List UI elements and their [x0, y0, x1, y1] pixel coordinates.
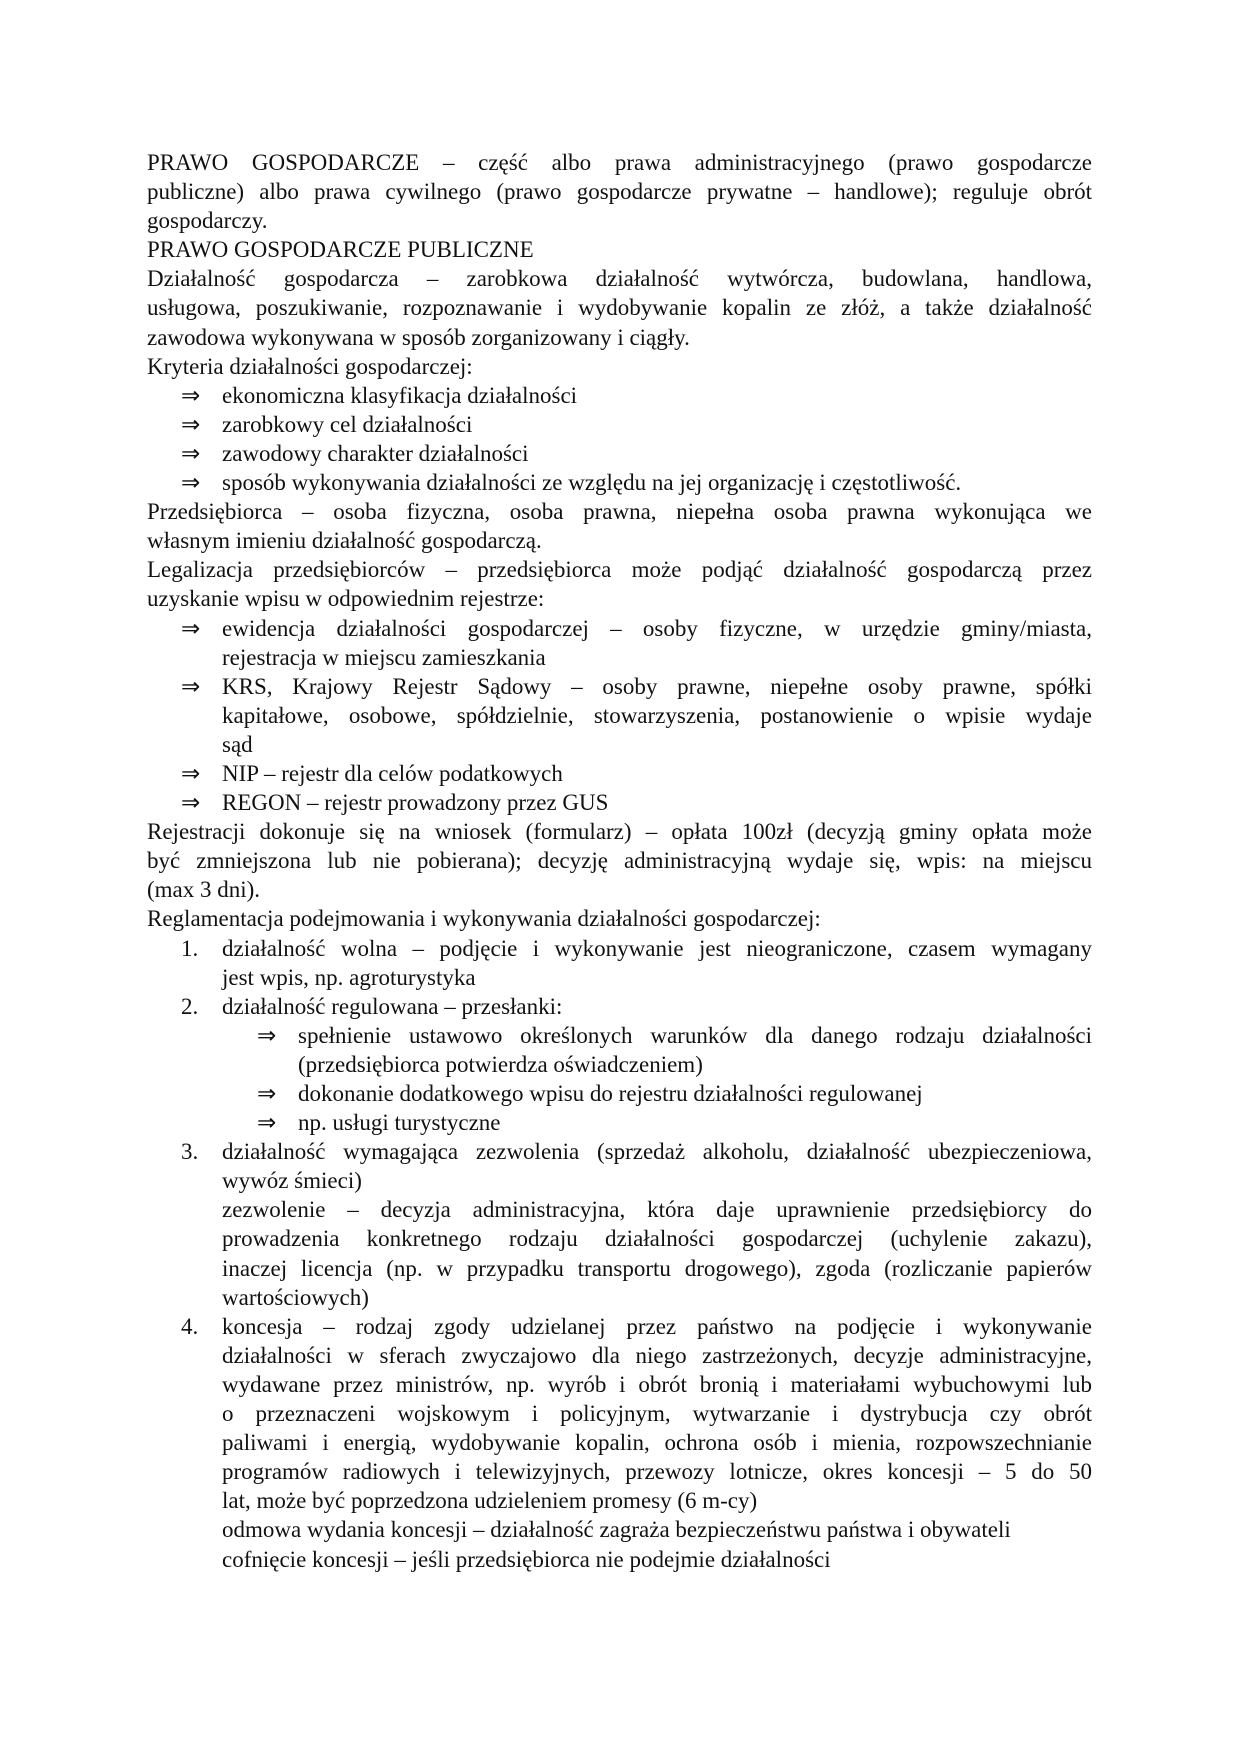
arrow-bullet-icon: ⇒ — [181, 470, 201, 496]
line-text: KRS, Krajowy Rejestr Sądowy – osoby prawne, niepełne osoby prawne, spółki — [222, 673, 1092, 699]
line-text: (przedsiębiorca potwierdza oświadczeniem) — [298, 1051, 703, 1077]
paragraph-line — [147, 875, 1092, 904]
continuation-line — [147, 963, 1092, 992]
continuation-line — [147, 1283, 1092, 1312]
line-text: uzyskanie wpisu w odpowiednim rejestrze: — [147, 586, 545, 612]
paragraph-line — [147, 526, 1092, 555]
bullet-item-line — [147, 788, 1092, 817]
line-text: (max 3 dni). — [147, 877, 261, 903]
continuation-line — [147, 701, 1092, 730]
bullet-item-line — [147, 614, 1092, 643]
line-text: np. usługi turystyczne — [298, 1110, 501, 1136]
numbered-item-line — [147, 1312, 1092, 1341]
arrow-bullet-icon: ⇒ — [181, 760, 201, 786]
bullet-item-line — [147, 1021, 1092, 1050]
list-number: 3. — [181, 1139, 199, 1165]
continuation-line — [147, 1341, 1092, 1370]
bullet-item-line — [147, 1079, 1092, 1108]
line-text: Rejestracji dokonuje się na wniosek (formularz) – opłata 100zł (decyzją gminy opłata może — [147, 819, 1092, 845]
line-text: usługowa, poszukiwanie, rozpoznawanie i wydobywanie kopalin ze złóż, a także działalność — [147, 295, 1092, 321]
line-text: działalności w sferach zwyczajowo dla niego zastrzeżonych, decyzje administracyjne, — [222, 1342, 1092, 1368]
line-text: Działalność gospodarcza – zarobkowa działalność wytwórcza, budowlana, handlowa, — [147, 266, 1092, 292]
line-text: wydawane przez ministrów, np. wyrób i obrót bronią i materiałami wybuchowymi lub — [222, 1371, 1092, 1397]
line-text: programów radiowych i telewizyjnych, przewozy lotnicze, okres koncesji – 5 do 50 — [222, 1459, 1092, 1485]
paragraph-line — [147, 148, 1092, 177]
arrow-bullet-icon: ⇒ — [257, 1022, 277, 1048]
line-text: sąd — [222, 731, 253, 757]
line-text: działalność regulowana – przesłanki: — [222, 993, 563, 1019]
continuation-line — [147, 1195, 1092, 1224]
arrow-bullet-icon: ⇒ — [181, 673, 201, 699]
line-text: własnym imieniu działalność gospodarczą. — [147, 528, 542, 554]
line-text: prowadzenia konkretnego rodzaju działalności gospodarczej (uchylenie zakazu), — [222, 1226, 1092, 1252]
line-text: PRAWO GOSPODARCZE PUBLICZNE — [147, 237, 534, 263]
paragraph-line — [147, 817, 1092, 846]
arrow-bullet-icon: ⇒ — [257, 1081, 277, 1106]
paragraph-line — [147, 206, 1092, 235]
paragraph-line — [147, 497, 1092, 526]
line-text: NIP – rejestr dla celów podatkowych — [222, 760, 563, 786]
continuation-line — [147, 1515, 1092, 1544]
list-number: 1. — [181, 935, 199, 961]
continuation-line — [147, 1399, 1092, 1428]
list-number: 4. — [181, 1313, 199, 1339]
line-text: kapitałowe, osobowe, spółdzielnie, stowarzyszenia, postanowienie o wpisie wydaje — [222, 702, 1092, 728]
line-text: paliwami i energią, wydobywanie kopalin, ochrona osób i mienia, rozpowszechnianie — [222, 1430, 1092, 1456]
continuation-line — [147, 1545, 1092, 1574]
document-page — [147, 148, 1092, 1574]
line-text: Kryteria działalności gospodarczej: — [147, 353, 473, 379]
continuation-line — [147, 1166, 1092, 1195]
bullet-item-line — [147, 468, 1092, 497]
line-text: spełnienie ustawowo określonych warunków dla danego rodzaju działalności — [298, 1022, 1092, 1048]
line-text: zawodowa wykonywana w sposób zorganizowany i ciągły. — [147, 324, 690, 350]
list-number: 2. — [181, 993, 199, 1019]
arrow-bullet-icon: ⇒ — [181, 615, 201, 641]
line-text: wartościowych) — [222, 1284, 369, 1310]
arrow-bullet-icon: ⇒ — [181, 790, 201, 816]
line-text: Legalizacja przedsiębiorców – przedsiębiorca może podjąć działalność gospodarczą przez — [147, 557, 1092, 583]
line-text: gospodarczy. — [147, 208, 268, 234]
bullet-item-line — [147, 672, 1092, 701]
paragraph-line — [147, 293, 1092, 322]
paragraph-line — [147, 584, 1092, 613]
line-text: lat, może być poprzedzona udzieleniem promesy (6 m-cy) — [222, 1488, 758, 1514]
bullet-item-line — [147, 381, 1092, 410]
arrow-bullet-icon: ⇒ — [257, 1110, 277, 1136]
line-text: być zmniejszona lub nie pobierana); decyzję administracyjną wydaje się, wpis: na miejscu — [147, 848, 1092, 874]
continuation-line — [147, 730, 1092, 759]
line-text: koncesja – rodzaj zgody udzielanej przez państwo na podjęcie i wykonywanie — [222, 1313, 1092, 1339]
numbered-item-line — [147, 1137, 1092, 1166]
paragraph-line — [147, 846, 1092, 875]
paragraph-line — [147, 177, 1092, 206]
line-text: ekonomiczna klasyfikacja działalności — [222, 382, 578, 408]
paragraph-line — [147, 904, 1092, 933]
paragraph-line — [147, 352, 1092, 381]
continuation-line — [147, 1050, 1092, 1079]
bullet-item-line — [147, 410, 1092, 439]
line-text: o przeznaczeni wojskowym i policyjnym, wytwarzanie i dystrybucja czy obrót — [222, 1401, 1092, 1427]
line-text: publiczne) albo prawa cywilnego (prawo gospodarcze prywatne – handlowe); reguluje obrót — [147, 179, 1092, 205]
arrow-bullet-icon: ⇒ — [181, 382, 201, 408]
line-text: inaczej licencja (np. w przypadku transportu drogowego), zgoda (rozliczanie papierów — [222, 1255, 1092, 1281]
line-text: wywóz śmieci) — [222, 1168, 362, 1194]
line-text: zezwolenie – decyzja administracyjna, która daje uprawnienie przedsiębiorcy do — [222, 1197, 1092, 1223]
line-text: ewidencja działalności gospodarczej – osoby fizyczne, w urzędzie gminy/miasta, — [222, 615, 1092, 641]
continuation-line — [147, 1254, 1092, 1283]
paragraph-line — [147, 323, 1092, 352]
line-text: Przedsiębiorca – osoba fizyczna, osoba prawna, niepełna osoba prawna wykonująca we — [147, 499, 1092, 525]
continuation-line — [147, 1224, 1092, 1253]
line-text: REGON – rejestr prowadzony przez GUS — [222, 790, 609, 816]
line-text: PRAWO GOSPODARCZE – część albo prawa administracyjnego (prawo gospodarcze — [147, 150, 1092, 175]
bullet-item-line — [147, 1108, 1092, 1137]
arrow-bullet-icon: ⇒ — [181, 411, 201, 437]
continuation-line — [147, 1370, 1092, 1399]
continuation-line — [147, 1486, 1092, 1515]
numbered-item-line — [147, 934, 1092, 963]
continuation-line — [147, 1428, 1092, 1457]
numbered-item-line — [147, 992, 1092, 1021]
line-text: działalność wymagająca zezwolenia (sprzedaż alkoholu, działalność ubezpieczeniowa, — [222, 1139, 1092, 1165]
line-text: zarobkowy cel działalności — [222, 411, 473, 437]
line-text: cofnięcie koncesji – jeśli przedsiębiorca nie podejmie działalności — [222, 1546, 831, 1572]
bullet-item-line — [147, 439, 1092, 468]
continuation-line — [147, 643, 1092, 672]
paragraph-line — [147, 235, 1092, 264]
bullet-item-line — [147, 759, 1092, 788]
line-text: jest wpis, np. agroturystyka — [222, 964, 476, 990]
line-text: dokonanie dodatkowego wpisu do rejestru działalności regulowanej — [298, 1081, 923, 1106]
line-text: działalność wolna – podjęcie i wykonywanie jest nieograniczone, czasem wymagany — [222, 935, 1092, 961]
line-text: rejestracja w miejscu zamieszkania — [222, 644, 546, 670]
continuation-line — [147, 1457, 1092, 1486]
line-text: sposób wykonywania działalności ze względu na jej organizację i częstotliwość. — [222, 470, 962, 496]
paragraph-line — [147, 555, 1092, 584]
line-text: odmowa wydania koncesji – działalność zagraża bezpieczeństwu państwa i obywateli — [222, 1517, 1011, 1543]
line-text: Reglamentacja podejmowania i wykonywania działalności gospodarczej: — [147, 906, 821, 932]
arrow-bullet-icon: ⇒ — [181, 440, 201, 466]
line-text: zawodowy charakter działalności — [222, 440, 529, 466]
paragraph-line — [147, 264, 1092, 293]
